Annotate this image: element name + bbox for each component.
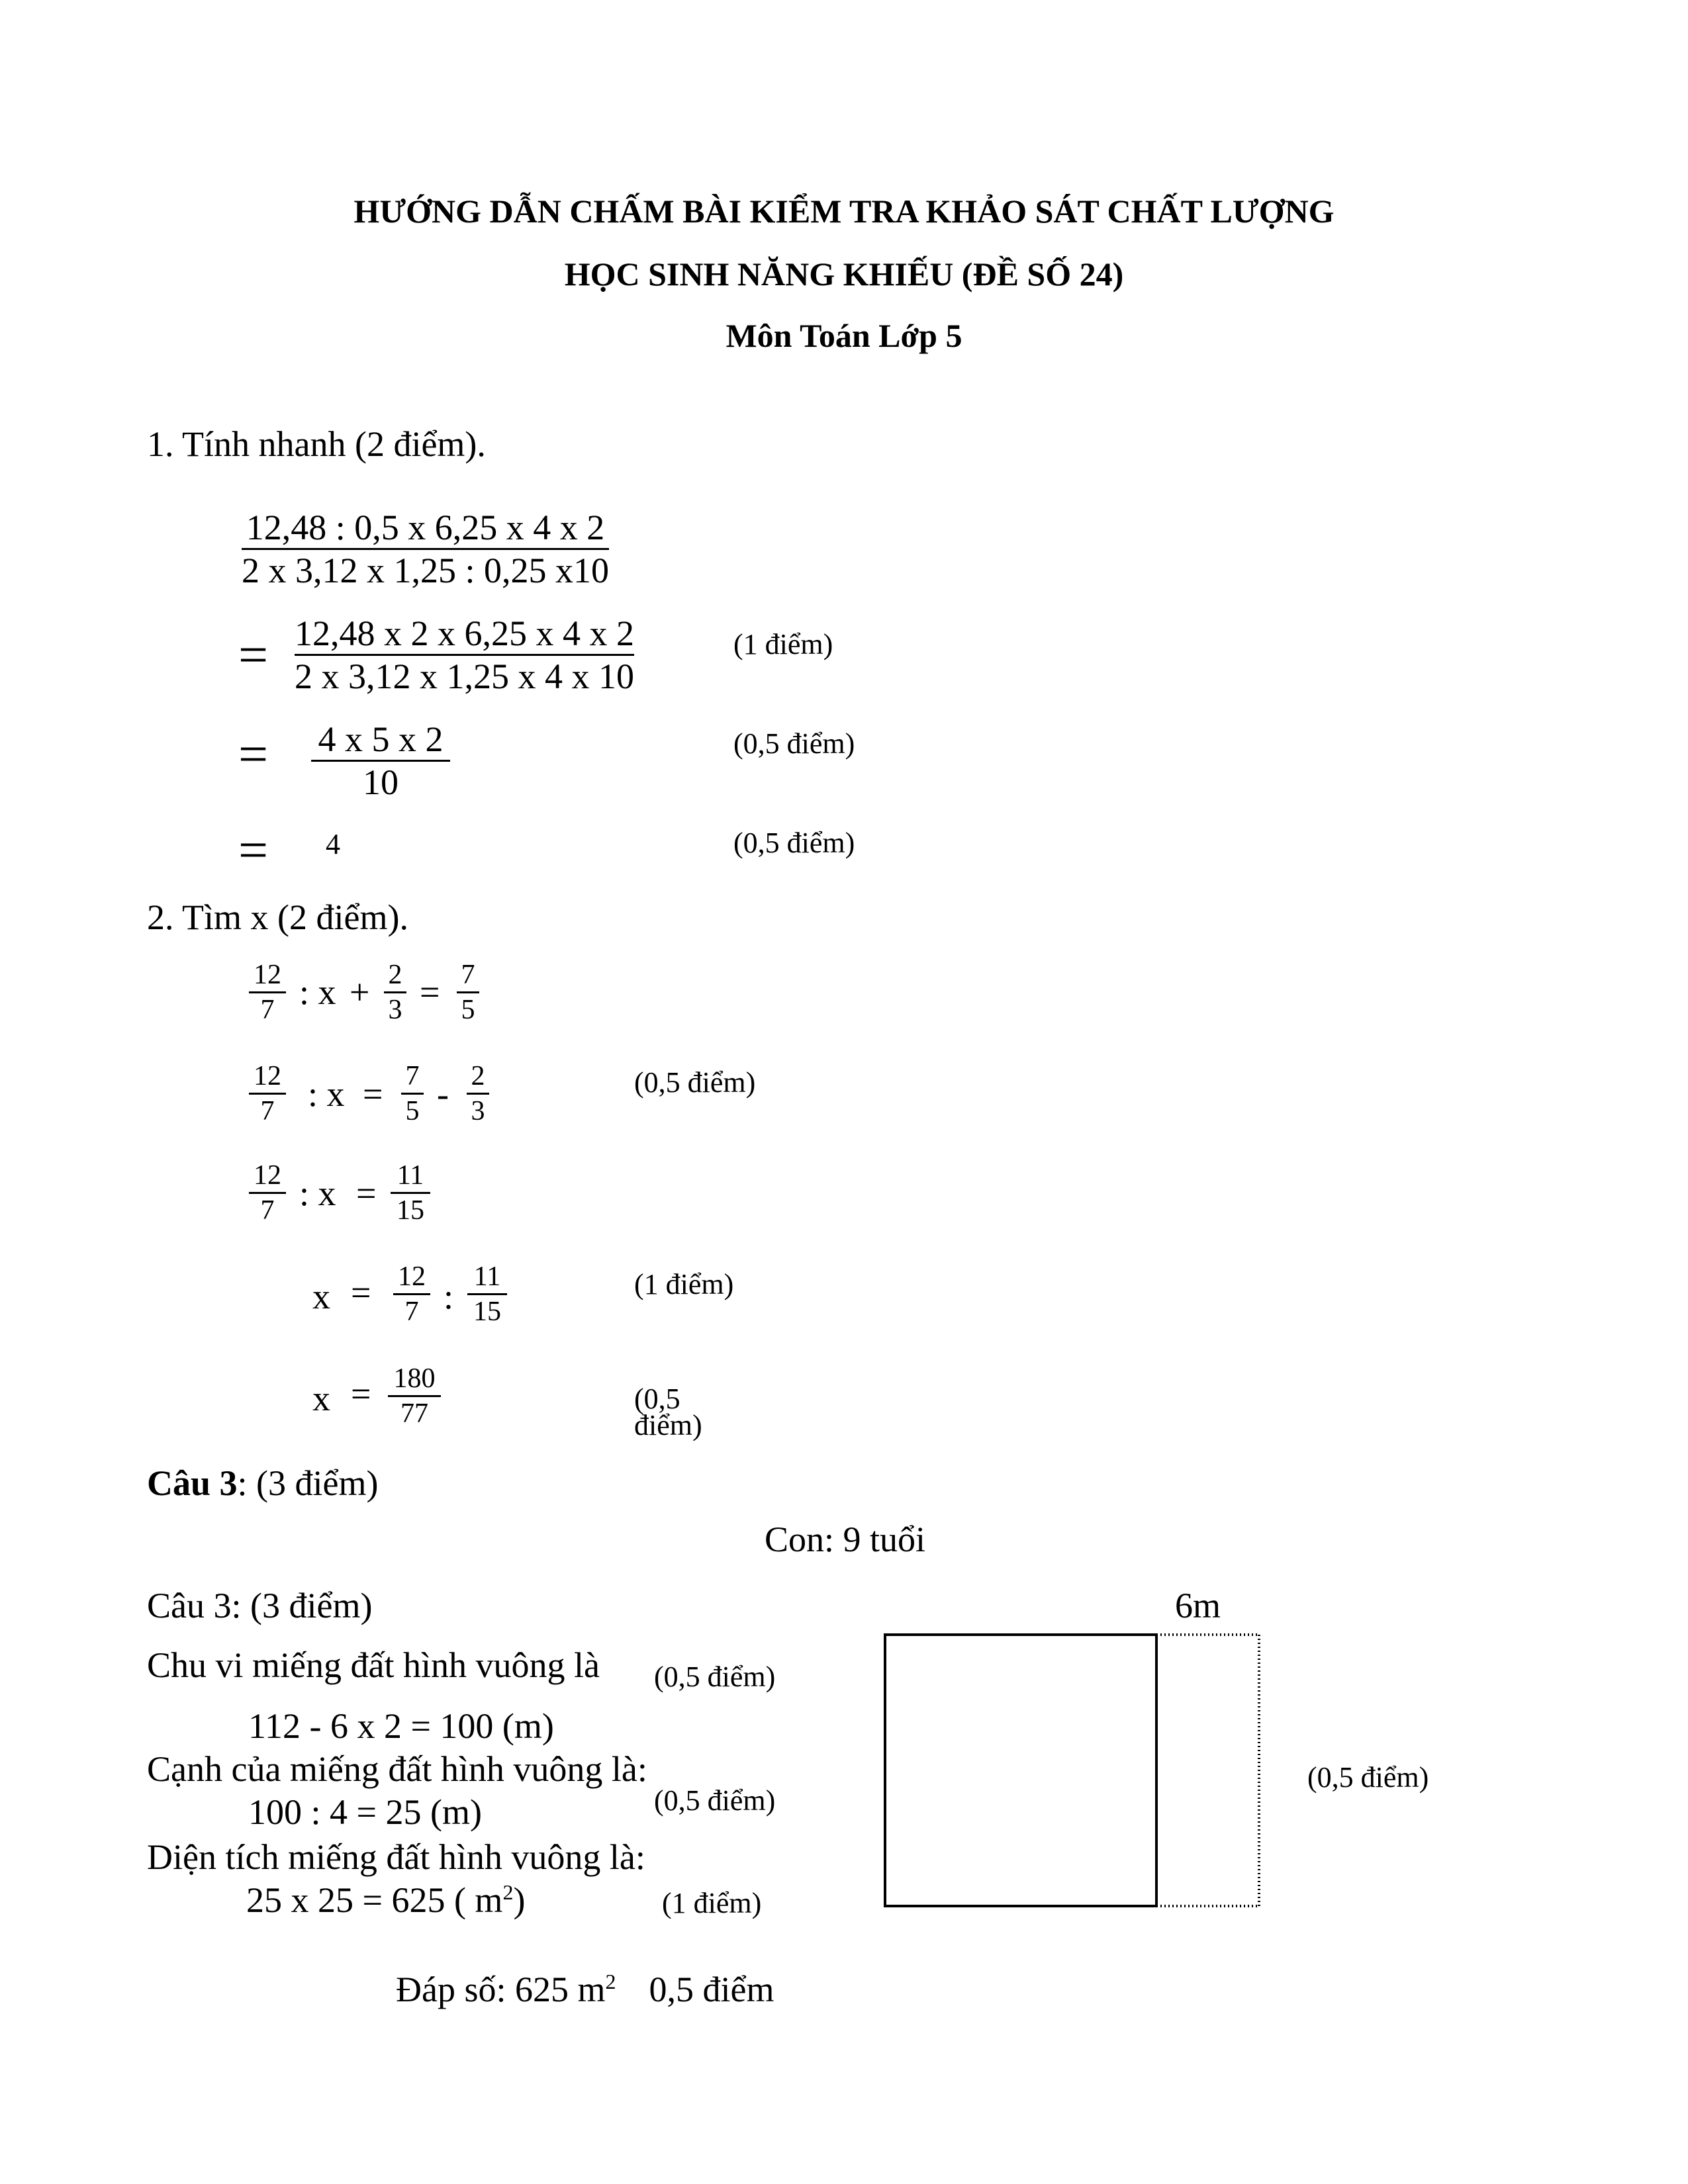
q2-r5-frac: 180 77 [388, 1365, 441, 1428]
q3-score-1: (0,5 điểm) [654, 1661, 776, 1693]
q2-r2-frac-c: 2 3 [467, 1062, 489, 1125]
q1-fraction-2 [311, 721, 450, 800]
q2-r2-equals: = [363, 1074, 383, 1114]
q1-score-3: (0,5 điểm) [733, 827, 855, 859]
q3-line-2: 112 - 6 x 2 = 100 (m) [248, 1706, 554, 1746]
q2-r3-frac-a: 12 7 [249, 1161, 286, 1224]
q3-side-label: 6m [1175, 1586, 1221, 1625]
q3-answer: Đáp số: 625 $m^2$ 0,5 điểm [396, 1970, 774, 2009]
q2-r1-frac-b: 2 3 [384, 961, 406, 1024]
q2-r1-colon-x: : x [299, 972, 336, 1012]
q2-r2-minus: - [437, 1074, 449, 1114]
subtitle: Môn Toán Lớp 5 [726, 317, 962, 354]
q3-line-5: Diện tích miếng đất hình vuông là: [147, 1837, 645, 1877]
q1-fraction-0 [242, 510, 609, 588]
q3-line-3-clip [147, 1749, 690, 1789]
q2-r1-equals: = [420, 972, 440, 1012]
square-plot [885, 1635, 1156, 1906]
q2-r2-frac-b: 7 5 [401, 1062, 424, 1125]
title-line-1: HƯỚNG DẪN CHẤM BÀI KIỂM TRA KHẢO SÁT CHẤT LƯỢNG [353, 193, 1335, 230]
q2-r1-frac-c: 7 5 [457, 961, 479, 1024]
q3-line-5-clip [147, 1837, 690, 1877]
q1-score-2: (0,5 điểm) [733, 727, 855, 760]
q2-r5-x: x [312, 1379, 330, 1418]
q3-score-right: (0,5 điểm) [1307, 1761, 1429, 1794]
q2-r5-equals: = [351, 1374, 371, 1414]
q1-equals-2: = [238, 725, 269, 784]
q2-r4-colon: : [444, 1277, 454, 1316]
q3-line-6: 25 x 25 = 625 ( $m^2$) [246, 1880, 526, 1920]
q1-equals-3: = [238, 821, 269, 880]
q2-r3-frac-b: 11 15 [391, 1161, 430, 1224]
q2-r3-colon-x: : x [299, 1173, 336, 1213]
q1-f0-num: 12,48 : 0,5 x 6,25 x 4 x 2 [246, 508, 605, 547]
q1-f0-den: 2 x 3,12 x 1,25 : 0,25 x10 [242, 551, 610, 590]
q1-fraction-1 [295, 615, 634, 694]
q3-line-1: Chu vi miếng đất hình vuông là [147, 1645, 600, 1685]
q3-line-3: Cạnh của miếng đất hình vuông là: [147, 1749, 647, 1789]
q1-f1-den: 2 x 3,12 x 1,25 x 4 x 10 [295, 657, 634, 696]
q3-heading: Câu 3: (3 điểm) [147, 1586, 373, 1625]
q1-f2-den: 10 [363, 762, 399, 802]
q1-heading: 1. Tính nhanh (2 điểm). [147, 424, 486, 464]
q2-r4-frac-b: 11 15 [467, 1263, 507, 1326]
q3-line-4: 100 : 4 = 25 (m) [248, 1792, 482, 1832]
q2-r2-frac-a: 12 7 [249, 1062, 286, 1125]
land-diagram [874, 1621, 1271, 1926]
q2-r3-equals: = [356, 1173, 377, 1213]
q1-f1-num: 12,48 x 2 x 6,25 x 4 x 2 [295, 614, 634, 653]
q1-f2-num: 4 x 5 x 2 [318, 719, 444, 759]
q2-r4-equals: = [351, 1273, 371, 1312]
q2-score-3-clip [634, 1409, 733, 1441]
q2-r1-frac-a: 12 7 [249, 961, 286, 1024]
q1-result: 4 [326, 828, 340, 860]
title-line-2: HỌC SINH NĂNG KHIẾU (ĐỀ SỐ 24) [564, 255, 1124, 293]
q2-heading: 2. Tìm x (2 điểm). [147, 897, 408, 937]
q3-con: Con: 9 tuổi [765, 1520, 926, 1559]
q2-score-3: (0,5 [634, 1383, 680, 1415]
q2-score-2: (1 điểm) [634, 1268, 734, 1300]
q2-score-1: (0,5 điểm) [634, 1066, 756, 1099]
q2-r4-frac-a: 12 7 [393, 1263, 430, 1326]
q3-score-3: (1 điểm) [662, 1887, 762, 1919]
q2-score-3-b: điểm) [634, 1409, 702, 1441]
q2-r4-x: x [312, 1277, 330, 1316]
q2-r1-plus: + [350, 972, 370, 1012]
q1-score-1: (1 điểm) [733, 628, 833, 660]
q3-score-2: (0,5 điểm) [654, 1784, 776, 1817]
q1-equals-1: = [238, 626, 269, 684]
q3-label: Câu 3: (3 điểm) [147, 1463, 379, 1503]
q2-r2-colon-x: : x [308, 1074, 345, 1114]
